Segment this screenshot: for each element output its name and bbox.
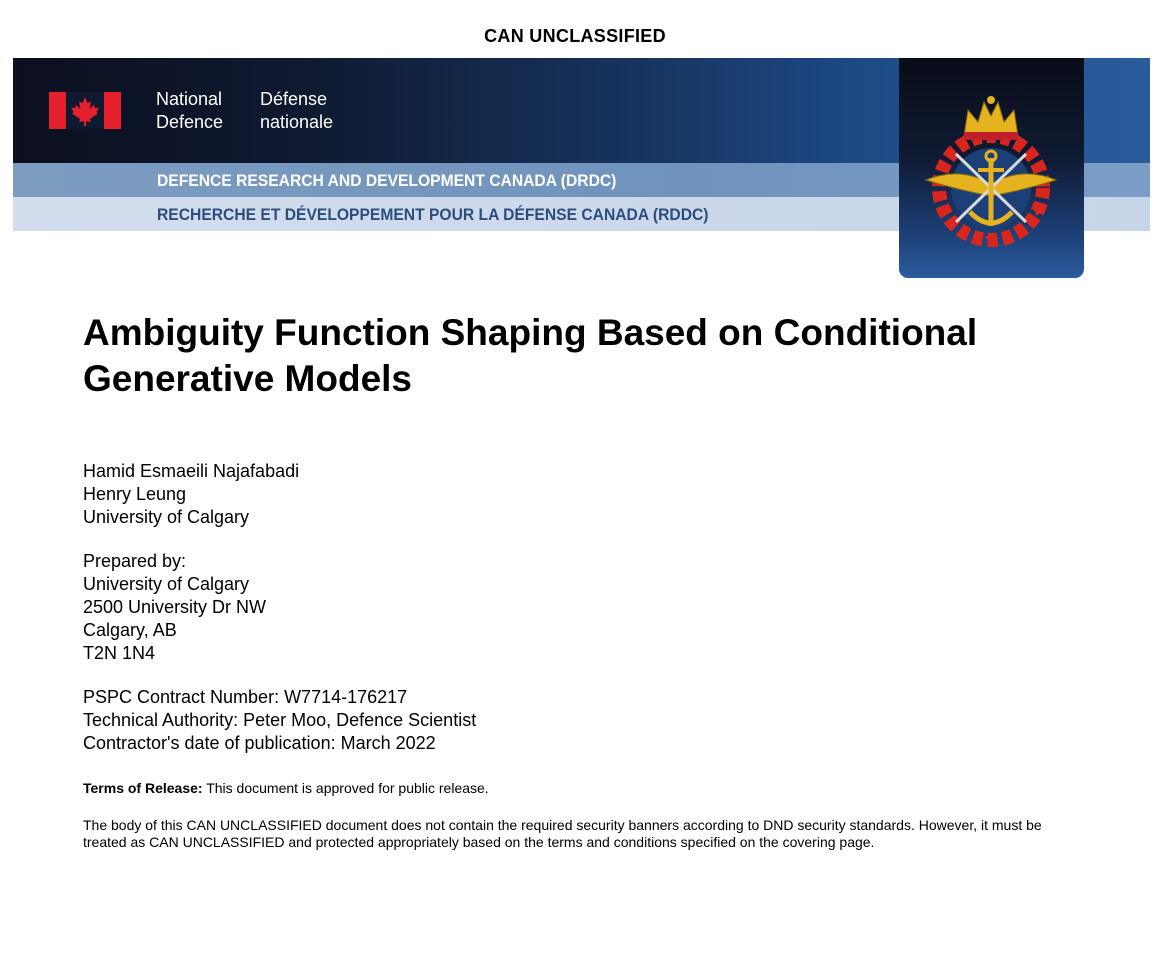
canadian-armed-forces-crest-icon (920, 92, 1062, 252)
terms-of-release-label: Terms of Release: (83, 780, 203, 796)
author-line: Henry Leung (83, 484, 187, 504)
agency-name-english: DEFENCE RESEARCH AND DEVELOPMENT CANADA (DRDC) (157, 171, 617, 190)
publication-date: Contractor's date of publication: March 2022 (83, 733, 436, 753)
author-list (83, 460, 299, 529)
security-notice: The body of this CAN UNCLASSIFIED document does not contain the required security banners according to DND security standards. However, it must be treated as CAN UNCLASSIFIED and protected appropriately based on the terms and conditions specified on the covering page. (83, 817, 1042, 850)
contract-info-block (83, 686, 476, 755)
terms-of-release-text: This document is approved for public release. (202, 780, 489, 796)
canada-flag-icon (49, 92, 121, 129)
address-line: 2500 University Dr NW (83, 597, 267, 617)
prepared-by-label: Prepared by: (83, 551, 187, 571)
address-line: University of Calgary (83, 574, 250, 594)
prepared-by-block (83, 550, 266, 665)
classification-marking: CAN UNCLASSIFIED (484, 26, 666, 46)
agency-name-french: RECHERCHE ET DÉVELOPPEMENT POUR LA DÉFENSE CANADA (RDDC) (157, 205, 709, 224)
contract-number: PSPC Contract Number: W7714-176217 (83, 687, 408, 707)
author-line: Hamid Esmaeili Najafabadi (83, 461, 300, 481)
document-title: Ambiguity Function Shaping Based on Conditional Generative Models (83, 312, 978, 399)
address-line: Calgary, AB (83, 620, 177, 640)
department-name-french: Défense nationale (260, 89, 334, 132)
author-affiliation: University of Calgary (83, 507, 250, 527)
terms-of-release (83, 780, 489, 797)
technical-authority: Technical Authority: Peter Moo, Defence Scientist (83, 710, 477, 730)
department-name-english: National Defence (156, 89, 224, 132)
address-line: T2N 1N4 (83, 643, 156, 663)
